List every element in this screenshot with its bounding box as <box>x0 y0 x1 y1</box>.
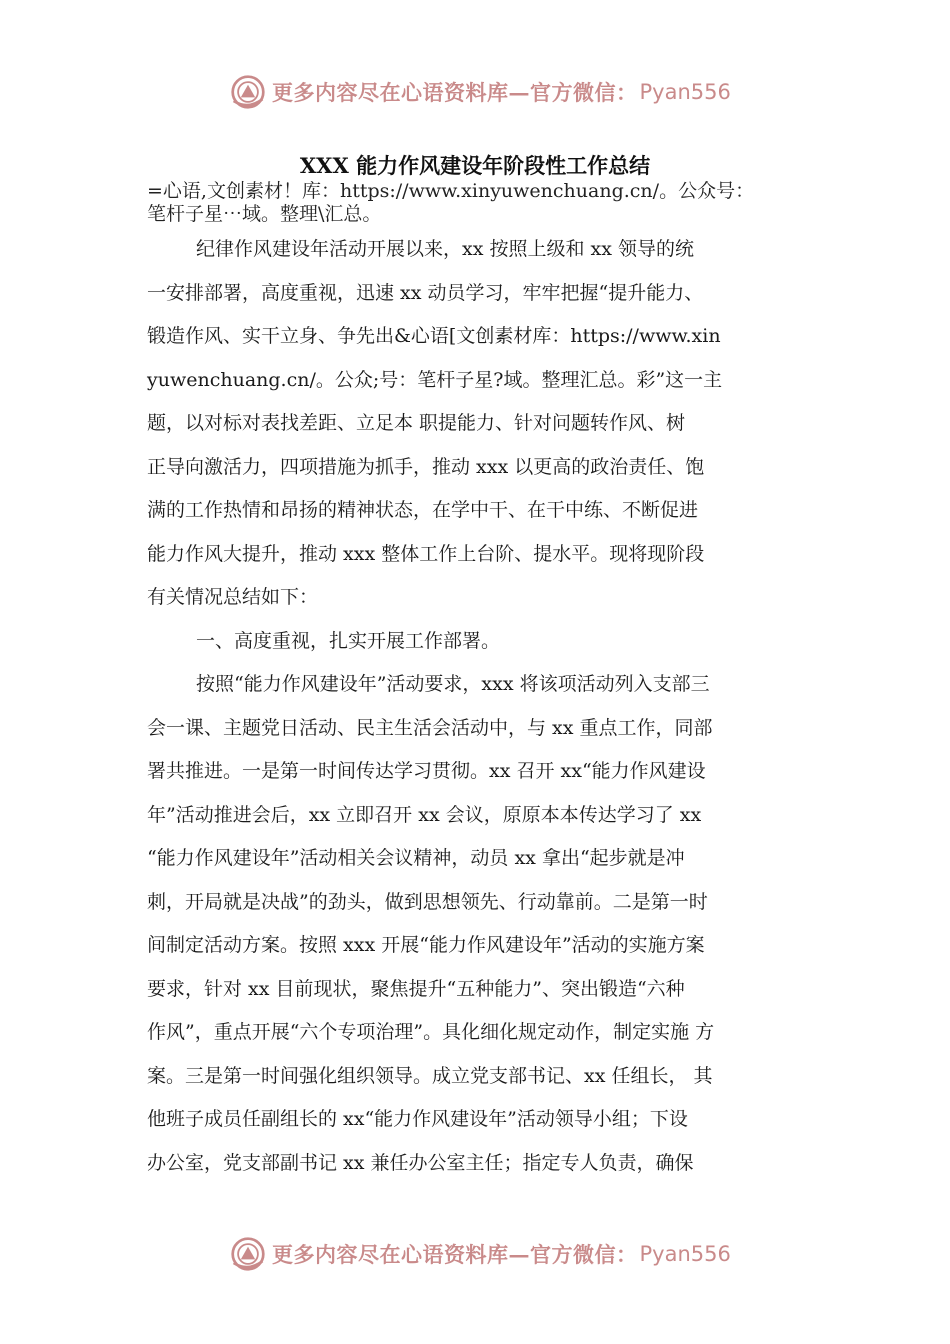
paragraph-line: 有关情况总结如下： <box>147 586 319 608</box>
paragraph-line: 要求，针对 xx 目前现状，聚焦提升“五种能力”、突出锻造“六种 <box>147 977 685 1000</box>
banner-wechat-id: Pyan556 <box>639 1242 731 1266</box>
paragraph-line: 作风”，重点开展“六个专项治理”。具化细化规定动作，制定实施 方 <box>147 1021 715 1043</box>
paragraph-line: 刺，开局就是决战”的劲头，做到思想领先、行动靠前。二是第一时 <box>147 890 708 913</box>
section-heading: 一、高度重视，扎实开展工作部署。 <box>196 629 501 652</box>
paragraph-line: 满的工作热情和昂扬的精神状态，在学中干、在干中练、不断促进 <box>147 499 699 521</box>
paragraph-line: 能力作风大提升，推动 xxx 整体工作上台阶、提水平。现将现阶段 <box>147 542 705 565</box>
banner-wechat-id: Pyan556 <box>639 80 731 104</box>
paragraph-line: 题，以对标对表找差距、立足本 职提能力、针对问题转作风、树 <box>147 412 686 434</box>
paragraph-line: 一安排部署，高度重视，迅速 xx 动员学习，牢牢把握“提升能力、 <box>147 281 704 304</box>
paragraph-line: 办公室，党支部副书记 xx 兼任办公室主任；指定专人负责，确保 <box>147 1151 694 1174</box>
paragraph-line: 正导向激活力，四项措施为抓手，推动 xxx 以更高的政治责任、饱 <box>147 455 705 478</box>
document-title: XXX 能力作风建设年阶段性工作总结 <box>299 153 651 178</box>
source-note-line: 笔杆子星⋯域。整理\汇总。 <box>147 203 382 225</box>
banner-text: 更多内容尽在心语资料库—官方微信： <box>272 1242 638 1267</box>
paragraph-line: “能力作风建设年”活动相关会议精神，动员 xx 拿出“起步就是冲 <box>147 847 685 869</box>
paragraph-line: 间制定活动方案。按照 xxx 开展“能力作风建设年”活动的实施方案 <box>147 934 705 956</box>
paragraph-line: 锻造作风、实干立身、争先出&心语[文创素材库：https://www.xin <box>147 325 721 347</box>
paragraph-line: 署共推进。一是第一时间传达学习贯彻。xx 召开 xx“能力作风建设 <box>147 760 706 782</box>
seal-logo-icon <box>230 1236 266 1272</box>
header-banner <box>230 72 731 112</box>
source-note <box>147 180 827 226</box>
footer-banner <box>230 1234 731 1274</box>
paragraph-line: 他班子成员任副组长的 xx“能力作风建设年”活动领导小组；下设 <box>147 1108 688 1130</box>
paragraph-line: yuwenchuang.cn/。公众;号：笔杆子星?域。整理汇总。彩”这一主 <box>147 368 723 391</box>
paragraph-line: 按照“能力作风建设年”活动要求，xxx 将该项活动列入支部三 <box>196 673 710 695</box>
paragraph-line: 纪律作风建设年活动开展以来，xx 按照上级和 xx 领导的统 <box>196 238 694 260</box>
source-note-line: =心语,文创素材！库：https://www.xinyuwenchuang.cn/。公众号： <box>147 180 755 202</box>
seal-logo-icon <box>230 74 266 110</box>
paragraph-line: 年”活动推进会后，xx 立即召开 xx 会议，原原本本传达学习了 xx <box>147 803 702 826</box>
paragraph-line: 案。三是第一时间强化组织领导。成立党支部书记、xx 任组长， 其 <box>147 1064 713 1087</box>
banner-text: 更多内容尽在心语资料库—官方微信： <box>272 80 638 105</box>
document-body <box>147 228 812 1185</box>
paragraph-line: 会一课、主题党日活动、民主生活会活动中，与 xx 重点工作，同部 <box>147 716 713 739</box>
